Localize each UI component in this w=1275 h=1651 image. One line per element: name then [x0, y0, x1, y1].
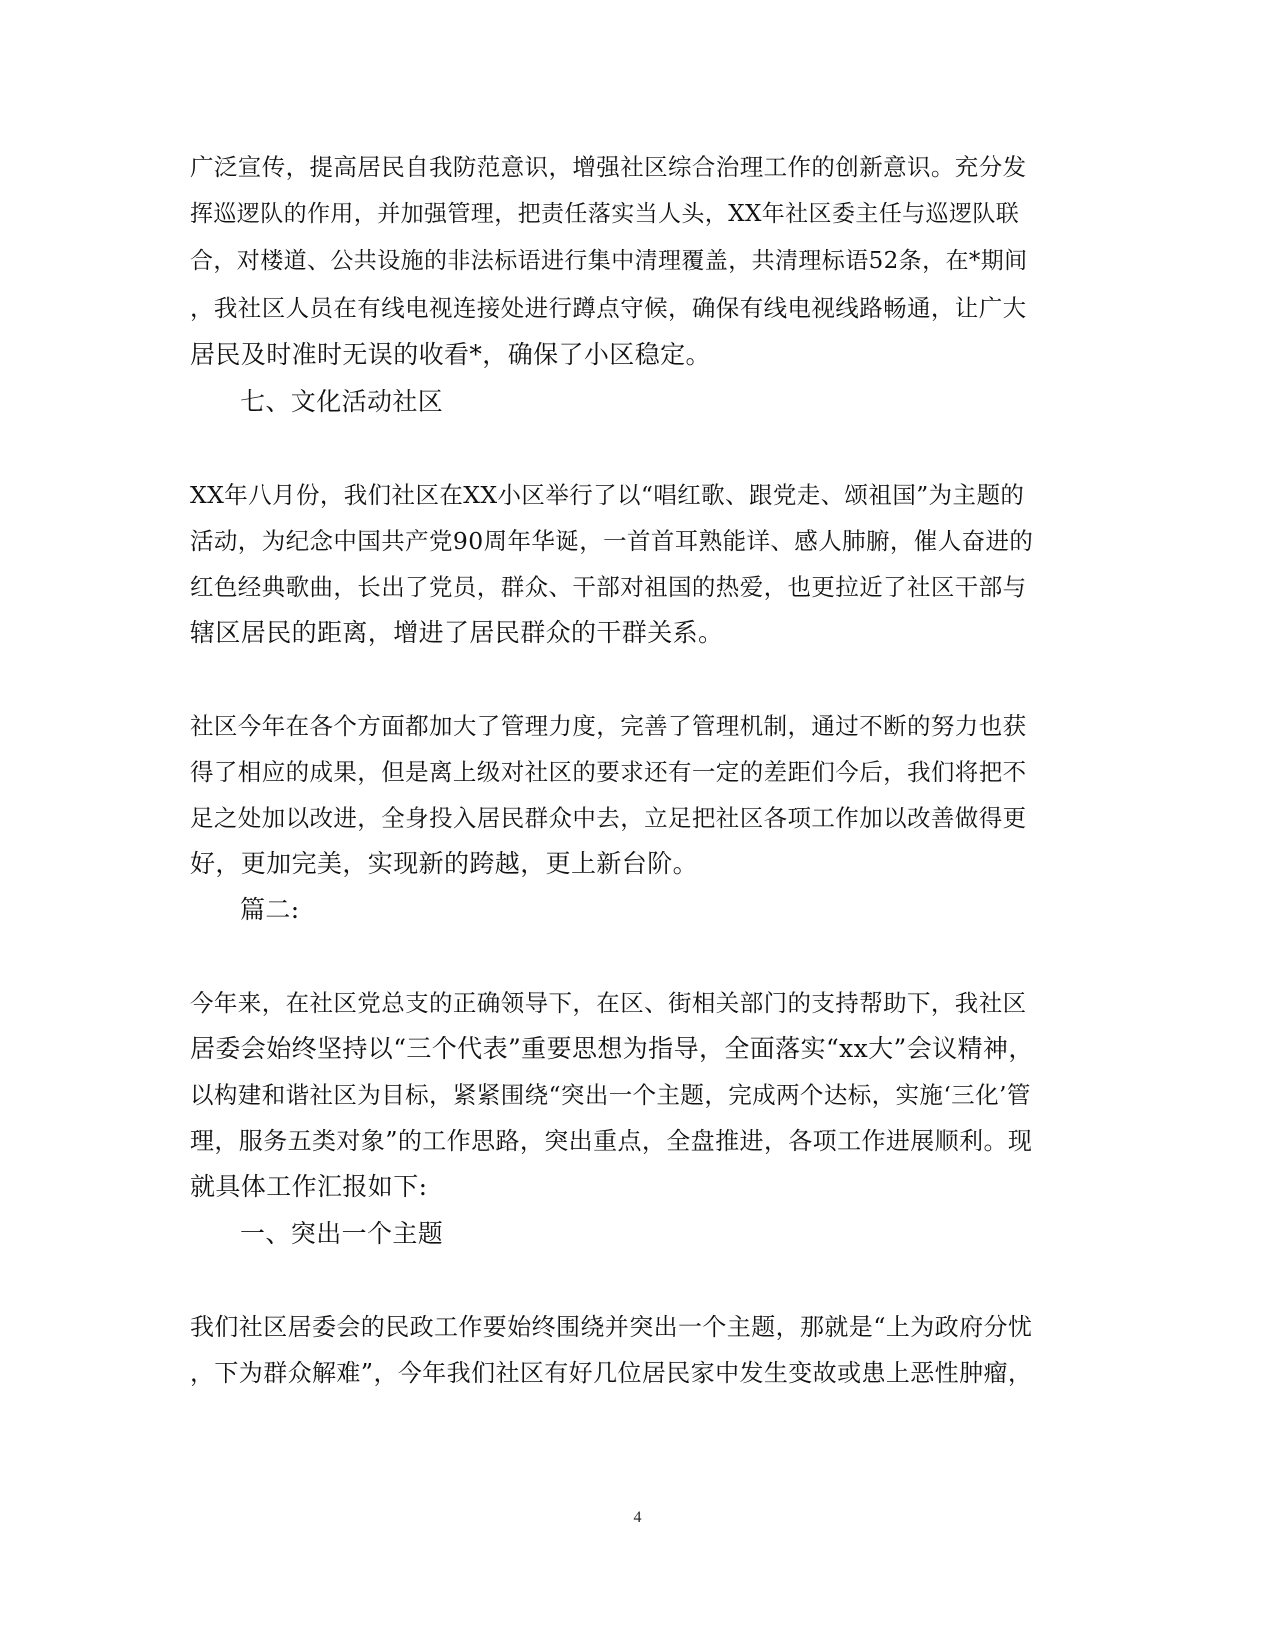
body-text-line: 我们社区居委会的民政工作要始终围绕并突出一个主题，那就是“上为政府分忧	[190, 1313, 1033, 1341]
section-heading: 篇二:	[240, 895, 300, 924]
section-heading: 一、突出一个主题	[240, 1219, 444, 1248]
body-text-line: 理，服务五类对象”的工作思路，突出重点，全盘推进，各项工作进展顺利。现	[190, 1127, 1033, 1155]
body-text-line: XX年八月份，我们社区在XX小区举行了以“唱红歌、跟党走、颂祖国”为主题的	[190, 481, 1025, 509]
body-text-line: 得了相应的成果，但是离上级对社区的要求还有一定的差距们今后，我们将把不	[190, 758, 1027, 786]
body-text-line: 居民及时准时无误的收看*，确保了小区稳定。	[190, 340, 711, 369]
section-heading: 七、文化活动社区	[240, 387, 444, 416]
body-text-line: 社区今年在各个方面都加大了管理力度，完善了管理机制，通过不断的努力也获	[190, 712, 1027, 740]
body-text-line: 就具体工作汇报如下:	[190, 1172, 428, 1201]
body-text-line: 辖区居民的距离，增进了居民群众的干群关系。	[190, 618, 724, 647]
body-text-line: 红色经典歌曲，长出了党员，群众、干部对祖国的热爱，也更拉近了社区干部与	[190, 573, 1027, 601]
body-text-line: ，下为群众解难”，今年我们社区有好几位居民家中发生变故或患上恶性肿瘤，	[190, 1359, 1033, 1387]
body-text-line: 以构建和谐社区为目标，紧紧围绕“突出一个主题，完成两个达标，实施‘三化’管	[190, 1081, 1031, 1109]
body-text-line: 活动，为纪念中国共产党90周年华诞，一首首耳熟能详、感人肺腑，催人奋进的	[190, 527, 1034, 555]
body-text-line: 广泛宣传，提高居民自我防范意识，增强社区综合治理工作的创新意识。充分发	[190, 153, 1027, 181]
body-text-line: 挥巡逻队的作用，并加强管理，把责任落实当人头，XX年社区委主任与巡逻队联	[190, 201, 1020, 227]
body-text-line: 足之处加以改进，全身投入居民群众中去，立足把社区各项工作加以改善做得更	[190, 804, 1027, 832]
body-text-line: ，我社区人员在有线电视连接处进行蹲点守候，确保有线电视线路畅通，让广大	[190, 294, 1027, 322]
body-text-line: 居委会始终坚持以“三个代表”重要思想为指导，全面落实“xx大”会议精神，	[190, 1034, 1034, 1063]
body-text-line: 合，对楼道、公共设施的非法标语进行集中清理覆盖，共清理标语52条，在*期间	[190, 248, 1028, 274]
body-text-line: 今年来，在社区党总支的正确领导下，在区、街相关部门的支持帮助下，我社区	[190, 989, 1027, 1017]
body-text-line: 好，更加完美，实现新的跨越，更上新台阶。	[190, 849, 699, 878]
page-number: 4	[633, 1509, 642, 1526]
